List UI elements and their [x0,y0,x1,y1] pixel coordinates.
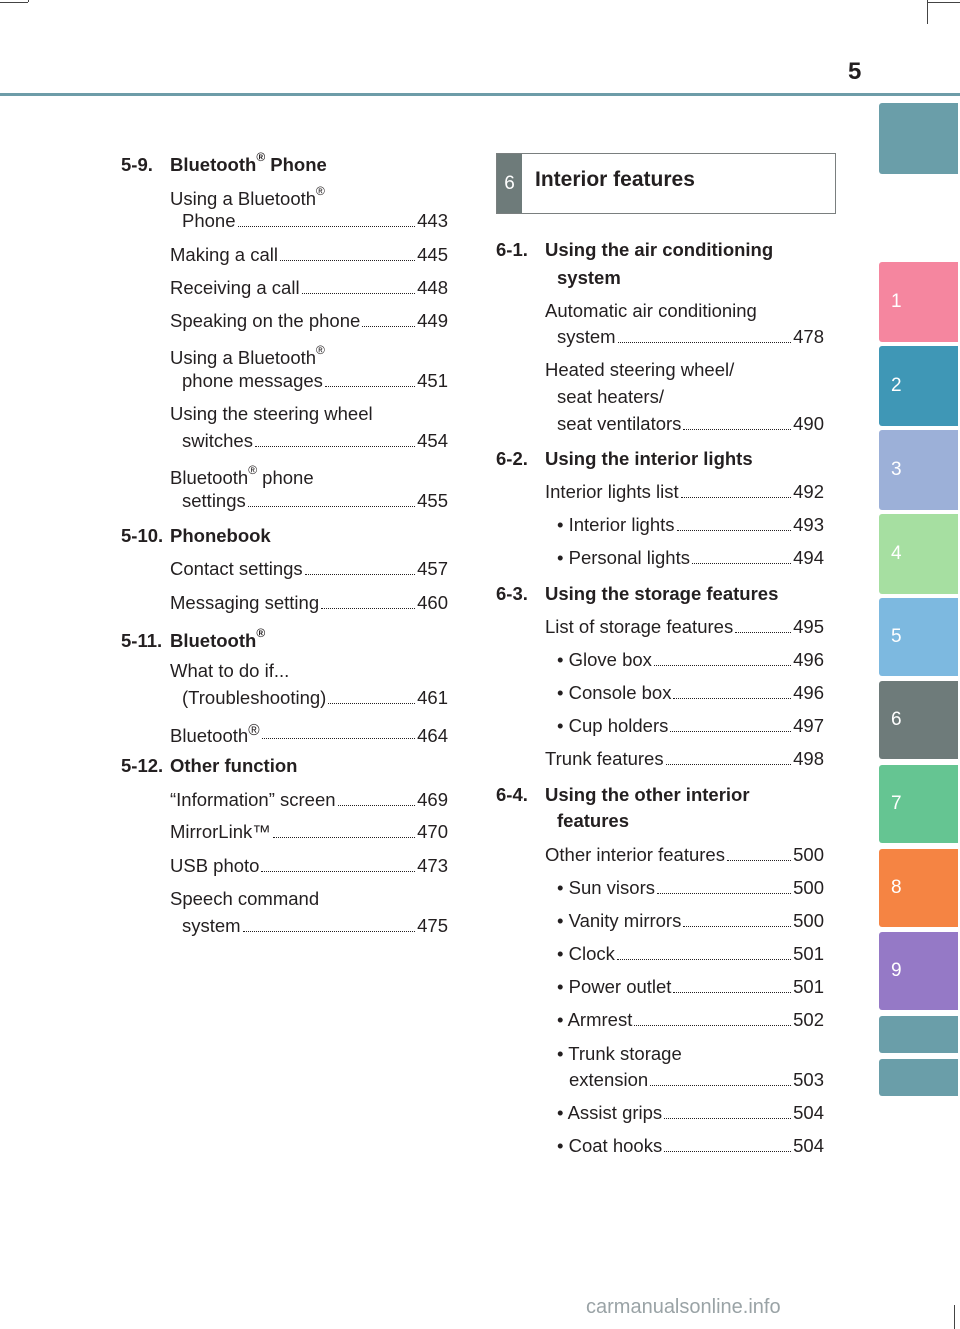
section-heading: system [557,267,621,288]
chapter-tab-2[interactable]: 2 [879,346,958,426]
toc-entry[interactable]: Using the steering wheel [170,403,373,424]
toc-entry[interactable]: switches 454 [182,430,448,451]
chapter-title: Interior features [535,168,695,191]
section-heading: 6-2. Using the interior lights [496,448,753,469]
section-heading: 5-12. Other function [121,755,298,776]
section-heading: 5-11. Bluetooth® [121,626,266,652]
chapter-tab-4[interactable]: 4 [879,514,958,594]
toc-entry[interactable]: system 475 [182,915,448,936]
toc-entry[interactable]: (Troubleshooting) 461 [182,687,448,708]
section-heading: 6-4. Using the other interior [496,784,750,805]
watermark: carmanualsonline.info [586,1296,781,1318]
toc-entry[interactable]: extension 503 [569,1069,824,1090]
toc-entry[interactable]: Making a call 445 [170,244,448,265]
toc-entry[interactable]: Bluetooth® 464 [170,722,448,747]
section-heading: 5-9. Bluetooth® Phone [121,150,327,176]
toc-entry[interactable]: • Sun visors 500 [557,877,824,898]
toc-entry[interactable]: • Glove box 496 [557,649,824,670]
toc-entry[interactable]: Heated steering wheel/ [545,359,735,380]
toc-entry[interactable]: • Cup holders 497 [557,715,824,736]
toc-entry[interactable]: “Information” screen 469 [170,789,448,810]
chapter-tab-3[interactable]: 3 [879,430,958,510]
chapter-tab[interactable] [879,1016,958,1053]
section-heading: 5-10. Phonebook [121,525,271,546]
toc-entry[interactable]: Bluetooth® phone [170,463,314,489]
toc-entry[interactable]: • Interior lights 493 [557,514,824,535]
toc-entry[interactable]: settings 455 [182,490,448,511]
section-heading: 6-1. Using the air conditioning [496,239,774,260]
toc-entry[interactable]: Interior lights list 492 [545,481,824,502]
toc-entry[interactable]: • Power outlet 501 [557,976,824,997]
chapter-number: 6 [497,154,522,213]
chapter-tab-7[interactable]: 7 [879,765,958,843]
toc-entry[interactable]: Trunk features 498 [545,748,824,769]
toc-entry[interactable]: seat ventilators 490 [557,413,824,434]
section-heading: 6-3. Using the storage features [496,583,779,604]
chapter-header [496,153,836,214]
toc-entry[interactable]: Speech command [170,888,320,909]
chapter-tabs [879,0,960,1329]
toc-entry[interactable]: seat heaters/ [557,386,664,407]
chapter-tab-1[interactable]: 1 [879,262,958,342]
crop-mark [28,0,29,2]
toc-entry[interactable]: Other interior features 500 [545,844,824,865]
toc-entry[interactable]: List of storage features 495 [545,616,824,637]
toc-entry[interactable]: • Assist grips 504 [557,1102,824,1123]
chapter-tab-9[interactable]: 9 [879,932,958,1010]
chapter-tab[interactable] [879,1059,958,1096]
toc-entry[interactable]: Phone 443 [182,210,448,231]
toc-entry[interactable]: Using a Bluetooth® [170,343,325,369]
chapter-tab[interactable] [879,103,958,174]
crop-mark [0,2,28,3]
toc-entry[interactable]: Speaking on the phone 449 [170,310,448,331]
toc-entry[interactable]: Automatic air conditioning [545,300,757,321]
toc-entry[interactable]: Using a Bluetooth® [170,184,325,210]
page-number: 5 [848,58,862,85]
chapter-tab-5[interactable]: 5 [879,598,958,676]
toc-entry[interactable]: Messaging setting 460 [170,592,448,613]
toc-entry[interactable]: • Vanity mirrors 500 [557,910,824,931]
toc-entry[interactable]: system 478 [557,326,824,347]
toc-entry[interactable]: Contact settings 457 [170,558,448,579]
toc-entry[interactable]: phone messages 451 [182,370,448,391]
header-rule [0,93,960,96]
chapter-tab-8[interactable]: 8 [879,849,958,927]
section-heading: features [557,810,629,831]
toc-entry[interactable]: Receiving a call 448 [170,277,448,298]
toc-entry[interactable]: • Console box 496 [557,682,824,703]
toc-entry[interactable]: What to do if... [170,660,290,681]
toc-entry[interactable]: USB photo 473 [170,855,448,876]
toc-entry[interactable]: MirrorLink™ 470 [170,821,448,842]
toc-entry[interactable]: • Coat hooks 504 [557,1135,824,1156]
toc-entry[interactable]: • Armrest 502 [557,1009,824,1030]
chapter-tab-6[interactable]: 6 [879,681,958,759]
toc-entry[interactable]: • Trunk storage [557,1043,682,1064]
toc-entry[interactable]: • Personal lights 494 [557,547,824,568]
toc-entry[interactable]: • Clock 501 [557,943,824,964]
